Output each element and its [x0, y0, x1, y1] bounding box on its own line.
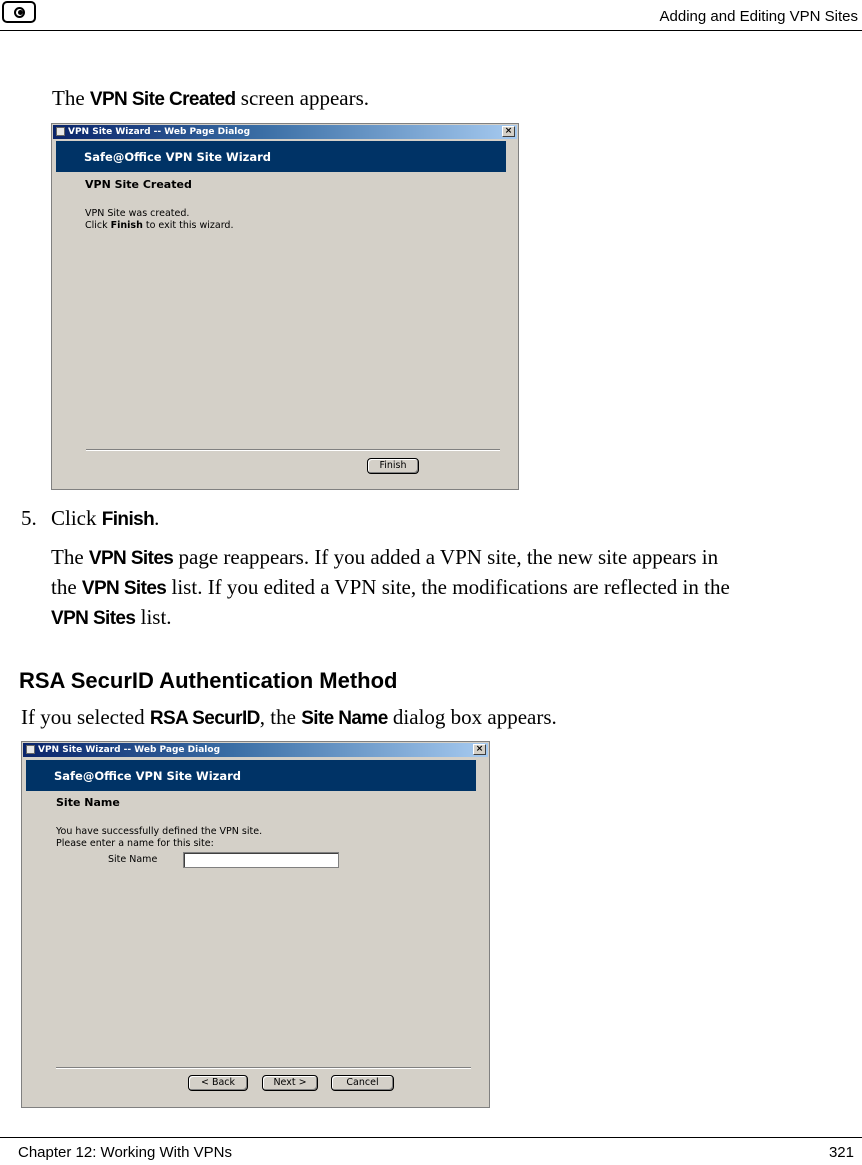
dialog-message — [56, 826, 262, 850]
intro-paragraph — [52, 84, 369, 114]
vpn-site-created-dialog — [51, 123, 519, 490]
step-heading: Site Name — [56, 796, 120, 809]
window-icon — [26, 745, 35, 754]
result-paragraph — [51, 543, 861, 633]
wizard-banner — [26, 760, 476, 791]
running-header-title: Adding and Editing VPN Sites — [659, 8, 858, 25]
dialog-title: VPN Site Wizard -- Web Page Dialog — [38, 745, 221, 755]
wizard-banner-title: Safe@Office VPN Site Wizard — [84, 150, 272, 164]
footer-chapter: Chapter 12: Working With VPNs — [18, 1144, 232, 1161]
step-keyword: Finish — [101, 509, 155, 530]
dialog-titlebar — [23, 743, 488, 757]
close-icon[interactable]: × — [473, 744, 486, 755]
section-intro: If you selected RSA SecurID, the Site Name dialog box appears. — [21, 705, 557, 729]
cancel-button[interactable]: Cancel — [331, 1075, 394, 1091]
window-icon — [56, 127, 65, 136]
message-line: VPN Site was created. — [85, 208, 190, 219]
dialog-titlebar — [53, 125, 517, 139]
message-line: You have successfully defined the VPN site. — [56, 826, 263, 837]
section-heading: RSA SecurID Authentication Method — [19, 668, 398, 693]
wizard-banner — [56, 141, 506, 172]
message-line: Please enter a name for this site: — [56, 838, 214, 849]
intro-text: The — [52, 86, 90, 110]
dialog-message — [85, 208, 233, 232]
result-line: the VPN Sites list. If you edited a VPN site, the modifications are reflected in the — [51, 575, 730, 599]
page-number: 321 — [828, 1144, 854, 1161]
intro-text: screen appears. — [235, 86, 370, 110]
finish-button[interactable]: Finish — [367, 458, 419, 474]
step-5 — [21, 504, 37, 533]
intro-keyword: VPN Site Created — [89, 89, 236, 110]
result-line: VPN Sites list. — [51, 605, 172, 629]
step-number: 5. — [21, 506, 37, 530]
wizard-banner-title: Safe@Office VPN Site Wizard — [54, 769, 242, 783]
site-name-dialog — [21, 741, 490, 1108]
button-separator — [56, 1067, 471, 1069]
step-heading: VPN Site Created — [85, 178, 192, 191]
back-button[interactable]: < Back — [188, 1075, 248, 1091]
next-button[interactable]: Next > — [262, 1075, 318, 1091]
step-5-text: Click Finish. — [51, 506, 160, 530]
close-icon[interactable]: × — [502, 126, 515, 137]
site-name-input[interactable] — [183, 852, 339, 868]
site-name-label: Site Name — [108, 854, 158, 865]
result-line: The VPN Sites page reappears. If you added a VPN site, the new site appears in — [51, 545, 719, 569]
checkpoint-logo-icon — [2, 1, 36, 23]
dialog-title: VPN Site Wizard -- Web Page Dialog — [68, 127, 251, 137]
header-rule — [0, 30, 862, 31]
button-separator — [86, 449, 500, 451]
message-line: Click Finish to exit this wizard. — [85, 220, 234, 231]
footer-rule — [0, 1137, 862, 1138]
